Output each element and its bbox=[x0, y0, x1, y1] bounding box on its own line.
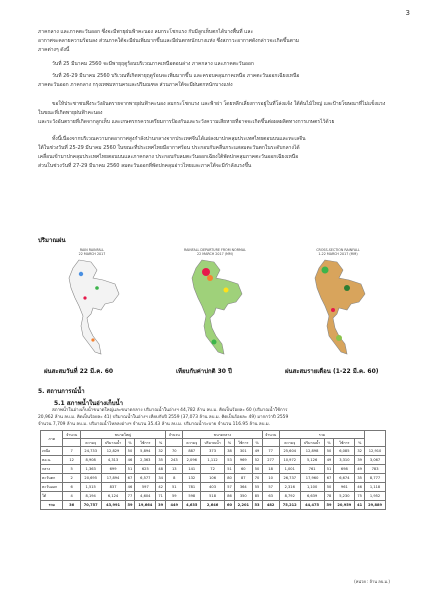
table-cell: 1,112 bbox=[201, 456, 225, 465]
table-cell: 48 bbox=[156, 465, 166, 474]
table-cell: 961 bbox=[334, 483, 355, 492]
table-cell: ตอ.น. bbox=[41, 456, 63, 465]
table-cell: รวม bbox=[41, 501, 63, 510]
table-cell: 5,230 bbox=[334, 492, 355, 501]
table-cell: 29,889 bbox=[365, 501, 386, 510]
table-cell: 7 bbox=[63, 447, 80, 456]
table-sub-header-row: ความจุ ปริมาณน้ำ % ใช้การ % ความจุ ปริมาณน้ำ % ใช้การ % ความจุ ปริมาณน้ำ % ใช้การ % bbox=[41, 439, 386, 447]
intro-line: ภาคต่างๆ ดังนี้ bbox=[38, 47, 70, 53]
table-cell: 12,829 bbox=[101, 447, 125, 456]
rain-cause-paragraph bbox=[38, 135, 392, 171]
group-large: ขนาดใหญ่ bbox=[80, 431, 165, 439]
rain-heading: ปริมาณฝน bbox=[38, 237, 66, 244]
table-cell: 77 bbox=[125, 492, 135, 501]
table-cell: 1,952 bbox=[365, 492, 386, 501]
table-cell: 59 bbox=[324, 501, 334, 510]
table-cell: 518 bbox=[201, 492, 225, 501]
table-cell: 598 bbox=[183, 492, 201, 501]
table-cell: 8,777 bbox=[365, 474, 386, 483]
table-cell: 60 bbox=[234, 465, 252, 474]
table-cell: ตะวันออก bbox=[41, 483, 63, 492]
table-group-header-row bbox=[41, 431, 386, 439]
table-cell: 12 bbox=[63, 456, 80, 465]
table-cell: 13 bbox=[166, 465, 183, 474]
table-cell: 132 bbox=[183, 474, 201, 483]
map-title: RAIN RAINFALL 22 MARCH 2017 bbox=[78, 248, 106, 256]
table-cell: 35 bbox=[355, 474, 365, 483]
table-cell: 761 bbox=[300, 465, 324, 474]
table-cell: 5,126 bbox=[300, 456, 324, 465]
table-cell: 2,096 bbox=[183, 456, 201, 465]
table-cell: 10,972 bbox=[279, 456, 300, 465]
table-cell: กลาง bbox=[41, 465, 63, 474]
table-cell: 50 bbox=[125, 447, 135, 456]
group-medium: ขนาดกลาง bbox=[183, 431, 262, 439]
table-cell: 8,194 bbox=[80, 492, 101, 501]
table-cell: 77 bbox=[262, 447, 279, 456]
table-cell: 75,212 bbox=[279, 501, 300, 510]
table-cell: 34 bbox=[156, 474, 166, 483]
water-line: จำนวน 7,709 ล้าน ลบ.ม. ปริมาณน้ำไหลลงอ่างฯ จำนวน 35.43 ล้าน ลบ.ม. ปริมาณน้ำระบาย จำนวน 116.95 ล้าน ลบ.ม. bbox=[38, 422, 271, 427]
rain-cause-line: ทั้งนี้เนื่องจากบริเวณความกดอากาศสูงกำลังปานกลางจากประเทศจีนได้แผ่ลงมาปกคลุมประเทศไทยตอนบนและทะเลจีน bbox=[52, 136, 306, 142]
table-cell: 59 bbox=[166, 492, 183, 501]
table-cell: 10 bbox=[262, 474, 279, 483]
table-cell: 46 bbox=[125, 483, 135, 492]
thailand-map-icon bbox=[57, 258, 127, 358]
table-cell: 969 bbox=[234, 456, 252, 465]
table-cell: 4,313 bbox=[101, 456, 125, 465]
map-caption: ฝนสะสมรายเดือน (1-22 มี.ค. 60) bbox=[285, 368, 379, 375]
table-cell: 49 bbox=[324, 456, 334, 465]
table-cell: 277 bbox=[262, 456, 279, 465]
table-cell: 837 bbox=[101, 483, 125, 492]
table-cell: 1,515 bbox=[80, 483, 101, 492]
thailand-map-icon bbox=[303, 258, 373, 358]
table-cell: 8 bbox=[166, 474, 183, 483]
table-cell: 24,733 bbox=[80, 447, 101, 456]
table-cell: 87 bbox=[234, 474, 252, 483]
table-cell: 6,577 bbox=[135, 474, 156, 483]
table-cell: 46 bbox=[355, 483, 365, 492]
table-cell: 2 bbox=[63, 474, 80, 483]
rain-maps bbox=[40, 248, 390, 360]
map-title: CROSS-SECTION RAINFALL 1-22 MARCH 2017 (MM) bbox=[316, 248, 360, 256]
table-cell: 6,085 bbox=[334, 447, 355, 456]
water-line: 20,962 ล้าน ลบ.ม. คิดเป็นร้อยละ 41) ปริมาณน้ำในอ่างฯ เทียบกับปี 2559 (37,073 ล้าน ลบ.ม. คิดเป็นร้อยละ 49) มากกว่าปี 2559 bbox=[38, 415, 289, 420]
table-cell: 70 bbox=[252, 474, 262, 483]
table-cell: 39 bbox=[156, 501, 166, 510]
table-cell: 38 bbox=[225, 447, 235, 456]
table-cell: 6 bbox=[63, 483, 80, 492]
table-cell: 8,792 bbox=[279, 492, 300, 501]
table-body bbox=[41, 447, 386, 510]
col-count: จำนวน bbox=[262, 431, 279, 439]
table-cell: 39 bbox=[355, 456, 365, 465]
table-cell: 2,316 bbox=[279, 483, 300, 492]
table-cell: 6,674 bbox=[334, 474, 355, 483]
table-cell: 449 bbox=[166, 501, 183, 510]
table-cell: 364 bbox=[234, 483, 252, 492]
table-cell: 59 bbox=[125, 501, 135, 510]
table-row bbox=[41, 474, 386, 483]
table-cell: 41 bbox=[355, 501, 365, 510]
table-cell: 67 bbox=[125, 474, 135, 483]
table-cell: 20,695 bbox=[80, 474, 101, 483]
subsection-heading: 5.1 สภาพน้ำในอ่างเก็บน้ำ bbox=[54, 400, 124, 407]
table-cell: 4,635 bbox=[183, 501, 201, 510]
table-cell: 25,604 bbox=[279, 447, 300, 456]
table-cell: 17,960 bbox=[300, 474, 324, 483]
table-cell: 51 bbox=[324, 465, 334, 474]
table-cell: 50 bbox=[252, 465, 262, 474]
table-cell: 373 bbox=[201, 447, 225, 456]
table-cell: 50 bbox=[324, 483, 334, 492]
intro-line: ภาคกลาง และภาคตะวันออก ซึ่งจะมีพายุฝนฟ้าคะนอง ลมกระโชกแรง กับมีลูกเห็บตกได้บางพื้นที่ และ bbox=[38, 29, 254, 35]
advice-line: และระวังอันตรายที่เกิดจากลูกเห็บ และเกษตรกรควรเตรียมการป้องกันและระวังความเสียหายที่อาจจะเกิดขึ้นต่อผลผลิตทางการเกษตรไว้ด้วย bbox=[38, 119, 335, 125]
table-cell: 51 bbox=[166, 483, 183, 492]
table-cell: 70 bbox=[166, 447, 183, 456]
table-cell: 887 bbox=[183, 447, 201, 456]
forecast-items bbox=[38, 60, 392, 90]
table-cell: ใต้ bbox=[41, 492, 63, 501]
table-cell: 35 bbox=[156, 456, 166, 465]
table-cell: 67 bbox=[324, 474, 334, 483]
table-cell: 8,908 bbox=[80, 456, 101, 465]
table-cell: 18 bbox=[262, 465, 279, 474]
reservoir-table bbox=[40, 430, 386, 510]
group-total: รวม bbox=[279, 431, 364, 439]
table-cell: 12,910 bbox=[365, 447, 386, 456]
intro-line: อากาศจะคลายความร้อนลง ส่วนภาคใต้จะมีฝนเพิ่มมากขึ้นและมีฝนตกหนักบางแห่ง ซึ่งสภาวะอากาศดังกล่าวจะเกิดขึ้นตาม bbox=[38, 38, 300, 44]
table-cell: 49 bbox=[355, 465, 365, 474]
table-cell: 2,363 bbox=[135, 456, 156, 465]
table-cell: 2,201 bbox=[234, 501, 252, 510]
table-cell: 52 bbox=[252, 456, 262, 465]
table-cell: 5,894 bbox=[135, 447, 156, 456]
table-cell: 44,475 bbox=[300, 501, 324, 510]
rain-cause-line: ใต้ในช่วงวันที่ 25-29 มีนาคม 2560 ในขณะที่ประเทศไทยมีอากาศร้อน ประกอบกับคลื่นกระแสลมตะวันตกในระดับกลางได้ bbox=[38, 145, 300, 151]
table-cell: 57 bbox=[225, 483, 235, 492]
table-cell: 86 bbox=[225, 492, 235, 501]
map-rain-accumulated bbox=[40, 248, 144, 360]
table-cell: 301 bbox=[234, 447, 252, 456]
table-cell: 243 bbox=[166, 456, 183, 465]
map-caption: ฝนสะสมวันที่ 22 มี.ค. 60 bbox=[44, 368, 114, 375]
rain-cause-line: เคลื่อนเข้ามาปกคลุมประเทศไทยตอนบนและภาคกลาง ประกอบกับลมตะวันออกเฉียงใต้พัดปกคลุมภาคตะวันออกเฉียงเหนือ bbox=[38, 154, 299, 160]
table-cell: 1,001 bbox=[279, 465, 300, 474]
table-cell: 32 bbox=[355, 447, 365, 456]
table-total-row bbox=[41, 501, 386, 510]
forecast-item: วันที่ 26-29 มีนาคม 2560 บริเวณที่เกิดพายุฤดูร้อนจะเพิ่มมากขึ้น และครอบคลุมภาคเหนือ ภาคตะวันออกเฉียงเหนือ bbox=[52, 73, 300, 79]
table-cell: เหนือ bbox=[41, 447, 63, 456]
table-cell: 699 bbox=[101, 465, 125, 474]
advice-paragraph bbox=[38, 100, 392, 127]
table-cell: 78 bbox=[324, 492, 334, 501]
advice-line: ขอให้ประชาชนพึงระวังอันตรายจากพายุฝนฟ้าคะนอง ลมกระโชกแรง และฟ้าผ่า โดยหลีกเลี่ยงการอยู่ในที่โล่งแจ้ง ใต้ต้นไม้ใหญ่ และป้ายโฆษณาที่ไม่แข็งแรง ในขณะที่เกิดพายุฝนฟ้าคะนอง bbox=[38, 101, 386, 116]
col-space bbox=[365, 431, 386, 447]
table-cell: 482 bbox=[262, 501, 279, 510]
table-cell: 4,604 bbox=[135, 492, 156, 501]
table-cell: 42 bbox=[156, 483, 166, 492]
forecast-item: วันที่ 25 มีนาคม 2560 จะมีพายุฤดูร้อนบริเวณภาคเหนือตอนล่าง ภาคกลาง และภาคตะวันออก bbox=[52, 61, 254, 67]
table-cell: 72 bbox=[201, 465, 225, 474]
table-cell: 32 bbox=[156, 447, 166, 456]
table-cell: 2,646 bbox=[201, 501, 225, 510]
table-cell: 403 bbox=[201, 483, 225, 492]
table-cell: 46 bbox=[125, 456, 135, 465]
col-count: จำนวน bbox=[166, 431, 183, 439]
col-count: จำนวน bbox=[63, 431, 80, 439]
table-cell: ตะวันตก bbox=[41, 474, 63, 483]
thailand-map-icon bbox=[180, 258, 250, 358]
table-cell: 60 bbox=[225, 501, 235, 510]
table-cell: 53 bbox=[252, 501, 262, 510]
water-paragraph bbox=[38, 407, 392, 428]
table-cell: 625 bbox=[135, 465, 156, 474]
table-cell: 85 bbox=[252, 492, 262, 501]
table-cell: 698 bbox=[334, 465, 355, 474]
table-cell: 1,363 bbox=[80, 465, 101, 474]
table-cell: 1,100 bbox=[300, 483, 324, 492]
rain-cause-line: ส่วนในช่วงวันที่ 27-29 มีนาคม 2560 ลมตะวันออกที่พัดปกคลุมอ่าวไทยและภาคใต้จะมีกำลังแรงขึ้น bbox=[38, 163, 252, 169]
table-cell: 57 bbox=[262, 483, 279, 492]
table-cell: 597 bbox=[135, 483, 156, 492]
section-heading: 5. สถานการณ์น้ำ bbox=[38, 388, 85, 395]
table-cell: 783 bbox=[365, 465, 386, 474]
intro-paragraph bbox=[38, 28, 392, 55]
table-cell: 781 bbox=[183, 483, 201, 492]
table-cell: 106 bbox=[201, 474, 225, 483]
table-row bbox=[41, 483, 386, 492]
table-cell: 43,991 bbox=[101, 501, 125, 510]
table-cell: 26,737 bbox=[279, 474, 300, 483]
col-region: ภาค bbox=[41, 431, 63, 447]
forecast-item: ภาคตะวันออก ภาคกลาง กรุงเทพมหานครและปริมณฑล ส่วนภาคใต้จะมีฝนตกหนักบางแห่ง bbox=[38, 82, 233, 88]
map-rain-monthly bbox=[286, 248, 390, 360]
unit-note: (หน่วย : ล้าน ลบ.ม.) bbox=[354, 579, 390, 584]
table-cell: 6,639 bbox=[300, 492, 324, 501]
table-cell: 36 bbox=[63, 501, 80, 510]
table-row bbox=[41, 456, 386, 465]
table-cell: 51 bbox=[225, 465, 235, 474]
table-cell: 3,067 bbox=[365, 456, 386, 465]
table-cell: 350 bbox=[234, 492, 252, 501]
table-cell: 49 bbox=[252, 447, 262, 456]
map-rain-departure bbox=[163, 248, 267, 360]
map-title: RAINFALL DEPARTURE FROM NORMAL 22 MARCH 2017 (MM) bbox=[184, 248, 246, 256]
page-number: 3 bbox=[405, 9, 410, 17]
table-cell: 19,664 bbox=[135, 501, 156, 510]
table-row bbox=[41, 492, 386, 501]
table-row bbox=[41, 447, 386, 456]
table-cell: 141 bbox=[183, 465, 201, 474]
table-cell: 4 bbox=[63, 492, 80, 501]
map-caption: เทียบกับค่าปกติ 30 ปี bbox=[176, 368, 232, 375]
table-cell: 6,124 bbox=[101, 492, 125, 501]
table-cell: 55 bbox=[252, 483, 262, 492]
table-row bbox=[41, 465, 386, 474]
table-cell: 12,898 bbox=[300, 447, 324, 456]
table-cell: 75 bbox=[355, 492, 365, 501]
table-cell: 17,894 bbox=[101, 474, 125, 483]
table-cell: 80 bbox=[225, 474, 235, 483]
table-cell: 1,118 bbox=[365, 483, 386, 492]
table-cell: 71 bbox=[156, 492, 166, 501]
water-line: สภาพน้ำในอ่างเก็บน้ำขนาดใหญ่และขนาดกลาง ปริมาณน้ำในอ่างฯ 44,782 ล้าน ลบ.ม. คิดเป็นร้อยละ 60 (ปริมาณน้ำใช้การ bbox=[52, 408, 288, 413]
table-cell: 3,310 bbox=[334, 456, 355, 465]
table-cell: 5 bbox=[63, 465, 80, 474]
table-cell: 63 bbox=[262, 492, 279, 501]
table-cell: 20,959 bbox=[334, 501, 355, 510]
table-cell: 53 bbox=[225, 456, 235, 465]
table-cell: 50 bbox=[324, 447, 334, 456]
table-cell: 51 bbox=[125, 465, 135, 474]
table-cell: 70,757 bbox=[80, 501, 101, 510]
